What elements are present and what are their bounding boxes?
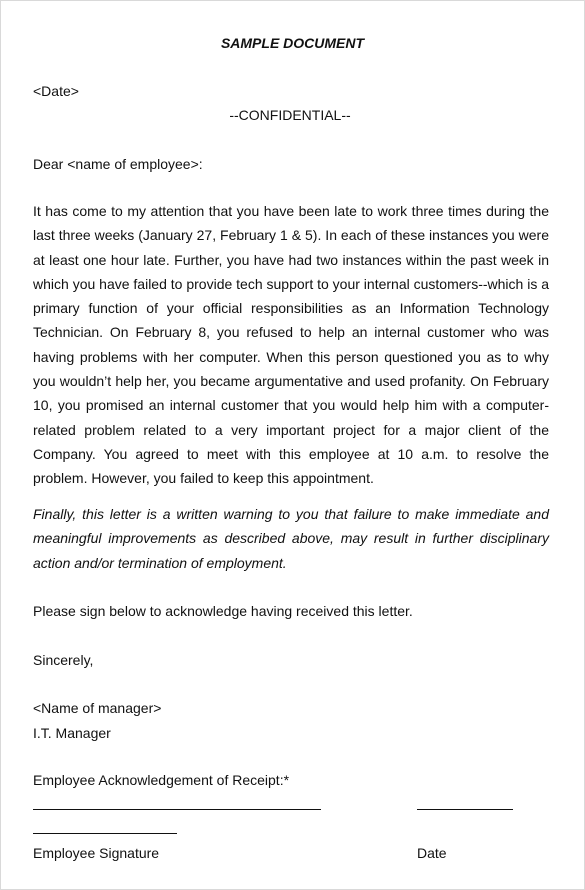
acknowledge-request: Please sign below to acknowledge having received this letter. bbox=[33, 603, 413, 619]
body-paragraph: It has come to my attention that you have been late to work three times during the last three weeks (January 27, February 1 & 5). In each of these instances you were at least one hour late. Further, you have had two instances within the past week in which you have failed to provide tech support to your internal customers--which is a primary function of your official responsibilities as an Information Technology Technician. On February 8, you refused to help an internal customer who was having problems with her computer. When this person questioned you as to why you wouldn’t help her, you became argumentative and used profanity. On February 10, you promised an internal customer that you would help him with a computer-related problem related to a very important project for a major client of the Company. You agreed to meet with this employee at 10 a.m. to resolve the problem. However, you failed to keep this appointment. bbox=[33, 203, 549, 487]
manager-title: I.T. Manager bbox=[33, 725, 111, 741]
confidential-label: --CONFIDENTIAL-- bbox=[229, 107, 351, 123]
salutation: Dear <name of employee>: bbox=[33, 156, 203, 172]
manager-name: <Name of manager> bbox=[33, 700, 162, 716]
closing: Sincerely, bbox=[33, 652, 94, 668]
document-title: SAMPLE DOCUMENT bbox=[220, 35, 365, 51]
date-placeholder: <Date> bbox=[33, 83, 79, 99]
date-label: Date bbox=[417, 845, 447, 861]
receipt-date-line bbox=[417, 809, 513, 810]
warning-paragraph: Finally, this letter is a written warning to you that failure to make immediate and meaningful improvements as described above, may result in further disciplinary action and/or termination of employment. bbox=[33, 506, 549, 571]
employee-signature-line bbox=[33, 833, 177, 834]
receipt-label: Employee Acknowledgement of Receipt:* bbox=[33, 772, 290, 788]
employee-signature-label: Employee Signature bbox=[33, 845, 160, 861]
receipt-signature-line bbox=[33, 809, 321, 810]
